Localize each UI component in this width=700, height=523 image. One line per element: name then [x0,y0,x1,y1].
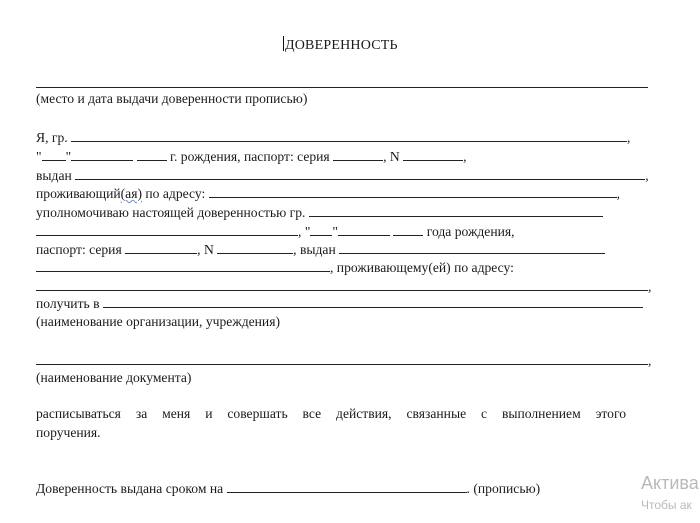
attorney-birth-day-field[interactable] [310,224,332,236]
birth-year-label: года рождения, [426,224,515,239]
birth-day-field[interactable] [42,149,66,161]
validity-row [36,481,540,497]
document-name-hint: (наименование документа) [36,370,192,385]
issued-label: , выдан [293,242,336,257]
quote-open: " [304,224,311,239]
grantor-name-field[interactable] [71,130,627,142]
organization-hint: (наименование организации, учреждения) [36,314,280,329]
quote-open: " [36,149,42,164]
place-date-line[interactable] [36,87,648,88]
comma: , [463,149,467,164]
validity-term-field[interactable] [227,481,467,493]
quote-close: " [65,149,72,164]
receive-at-row [36,296,643,312]
passport-series-label: паспорт: серия [36,242,122,257]
title-text: ДОВЕРЕННОСТЬ [285,38,398,53]
grantor-address-field[interactable] [209,186,617,198]
place-date-hint: (место и дата выдачи доверенности прописью) [36,91,308,106]
attorney-passport-row [36,242,605,258]
attorney-passport-number-field[interactable] [217,242,293,254]
passport-series-field[interactable] [333,149,383,161]
attorney-address-line-row [36,279,651,295]
vydan-label: выдан [36,168,72,183]
attorney-residing-label: , проживающему(ей) по адресу: [330,260,514,275]
comma: , [627,130,631,145]
comma: , [298,224,302,239]
passport-number-field[interactable] [403,149,463,161]
po-adresu-label: по адресу: [145,186,206,201]
activation-watermark-subtitle: Чтобы ак [641,498,692,512]
n-label: N [203,242,214,257]
attorney-name-row [36,205,603,221]
comma: , [645,168,649,183]
birth-passport-label: г. рождения, паспорт: серия [169,149,330,164]
comma: , [648,353,652,368]
attorney-address-field[interactable] [36,279,648,291]
document-name-row [36,353,651,369]
ya-gr-label: Я, гр. [36,130,68,145]
passport-issued-by-field[interactable] [75,168,645,180]
comma: , [648,279,652,294]
organization-field[interactable] [103,296,643,308]
activation-watermark-title: Актива [641,473,699,493]
grantor-name-row [36,130,630,146]
birth-year-field[interactable] [137,149,167,161]
attorney-birth-month-field[interactable] [338,224,390,236]
residing-label: проживающий(ая) [36,186,142,201]
n-label: N [389,149,400,164]
attorney-issued-by-continued-field[interactable] [36,260,330,272]
authority-text-line2: поручения. [36,425,101,440]
quote-close: " [332,224,338,239]
grantor-issued-row [36,168,649,184]
comma: , [197,242,201,257]
authority-text-line1: расписываться за меня и совершать все действия, связанные с выполнением этого [36,406,626,421]
attorney-passport-series-field[interactable] [125,242,197,254]
receive-at-label: получить в [36,296,100,311]
attorney-name-continued-field[interactable] [36,224,298,236]
document-name-field[interactable] [36,353,648,365]
attorney-birth-year-field[interactable] [393,224,423,236]
validity-label: Доверенность выдана сроком на [36,481,224,496]
attorney-address-row [36,260,514,276]
validity-suffix: . (прописью) [466,481,541,496]
grantor-birth-passport-row [36,149,467,165]
text-cursor [283,36,284,51]
birth-month-field[interactable] [71,149,133,161]
authorize-label: уполномочиваю настоящей доверенностью гр. [36,205,306,220]
grantor-address-row [36,186,620,202]
document-title [283,36,398,54]
attorney-issued-by-field[interactable] [339,242,605,254]
attorney-name-field[interactable] [309,205,603,217]
comma: , [383,149,387,164]
comma: , [616,186,621,201]
attorney-birth-row [36,224,515,240]
